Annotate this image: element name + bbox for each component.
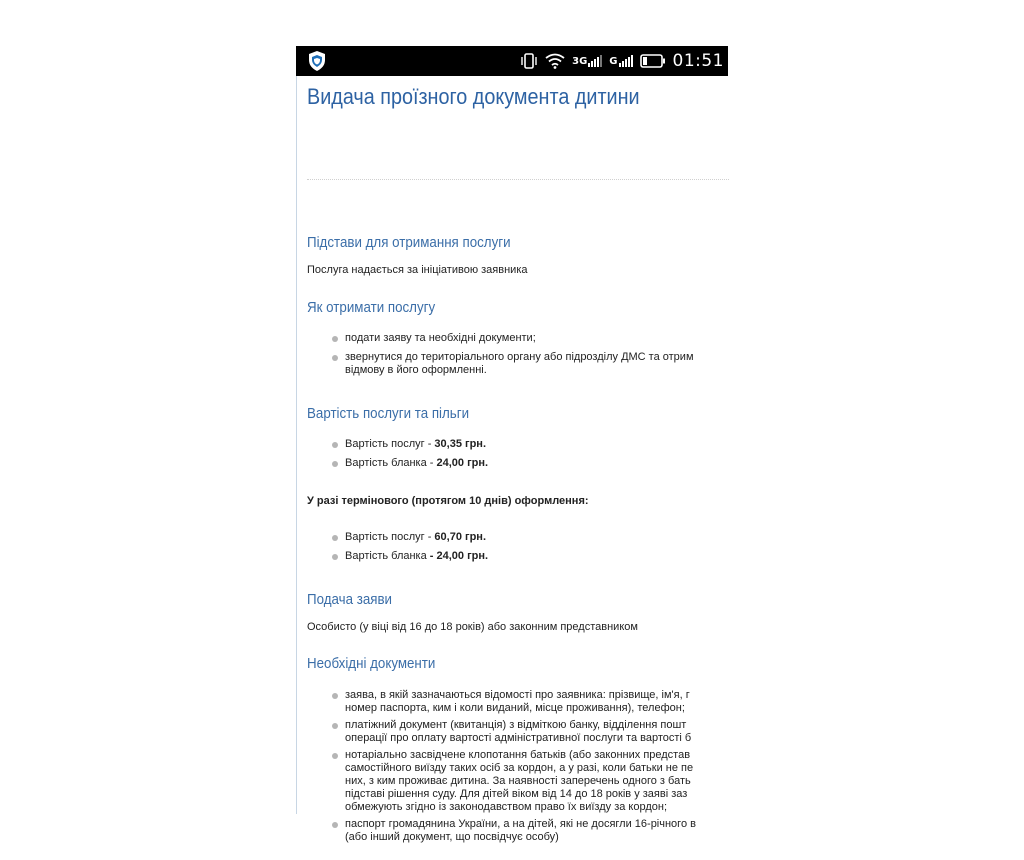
status-bar [296,46,728,76]
list-item: Вартість послуг - 60,70 грн. [297,531,729,544]
bullet-icon [332,461,338,467]
title-divider [307,179,729,180]
urgent-cost-list [297,531,729,569]
page-content[interactable] [296,76,728,843]
list-item: заява, в якій зазначаються відомості про заявника: прізвище, ім'я, г номер паспорта, ким і коли виданий, місце проживання), телефон; [297,689,729,715]
list-item: звернутися до територіального органу або підрозділу ДМС та отрим відмову в його оформленні. [297,351,729,377]
bullet-icon [332,753,338,759]
urgent-label: У разі термінового (протягом 10 днів) оформлення: [307,495,589,507]
list-item: Вартість бланка - 24,00 грн. [297,550,729,563]
battery-icon [640,54,666,68]
grounds-text: Послуга надається за ініціативою заявника [307,264,528,276]
heading-cost: Вартість послуги та пільги [307,406,470,422]
page-title: Видача проїзного документа дитини [307,84,640,109]
bullet-icon [332,336,338,342]
bullet-icon [332,442,338,448]
vibrate-icon [520,52,538,70]
bullet-icon [332,822,338,828]
list-item: паспорт громадянина України, а на дітей, які не досягли 16-річного в (або інший документ, що посвідчує особу) [297,818,729,844]
bullet-icon [332,723,338,729]
cost-list [297,438,729,476]
wifi-icon [545,53,565,69]
list-item: платіжний документ (квитанція) з відміткою банку, відділення пошт операції про оплату вартості адміністративної послуги та вартості б [297,719,729,745]
status-time: 01:51 [672,51,724,71]
heading-submission: Подача заяви [307,592,392,608]
submission-text: Особисто (у віці від 16 до 18 років) або законним представником [307,621,638,633]
bullet-icon [332,693,338,699]
bullet-icon [332,355,338,361]
app-shield-icon [306,50,328,72]
documents-list [297,689,729,848]
list-item: Вартість бланка - 24,00 грн. [297,457,729,470]
signal-icon-2 [609,55,632,67]
bullet-icon [332,554,338,560]
heading-documents: Необхідні документи [307,656,436,672]
list-item: подати заяву та необхідні документи; [297,332,729,345]
list-item: Вартість послуг - 30,35 грн. [297,438,729,451]
phone-screen [296,46,728,843]
network-label-2: G [609,56,618,67]
heading-grounds: Підстави для отримання послуги [307,235,511,251]
list-item: нотаріально засвідчене клопотання батьків (або законних представ самостійного виїзду таких осіб за кордон, а у разі, коли батьки не пе них, з ким проживає дитина. За наявності заперечень одного з бать підставі рішення суду. Для дітей віком від 14 до 18 років у заяві заз обмежують згідно із законодавством право їх виїзду за кордон; [297,749,729,814]
signal-icon [572,55,602,67]
network-label-1: 3G [572,56,588,67]
heading-how-to-get: Як отримати послугу [307,300,436,316]
bullet-icon [332,535,338,541]
how-to-get-list [297,332,729,383]
